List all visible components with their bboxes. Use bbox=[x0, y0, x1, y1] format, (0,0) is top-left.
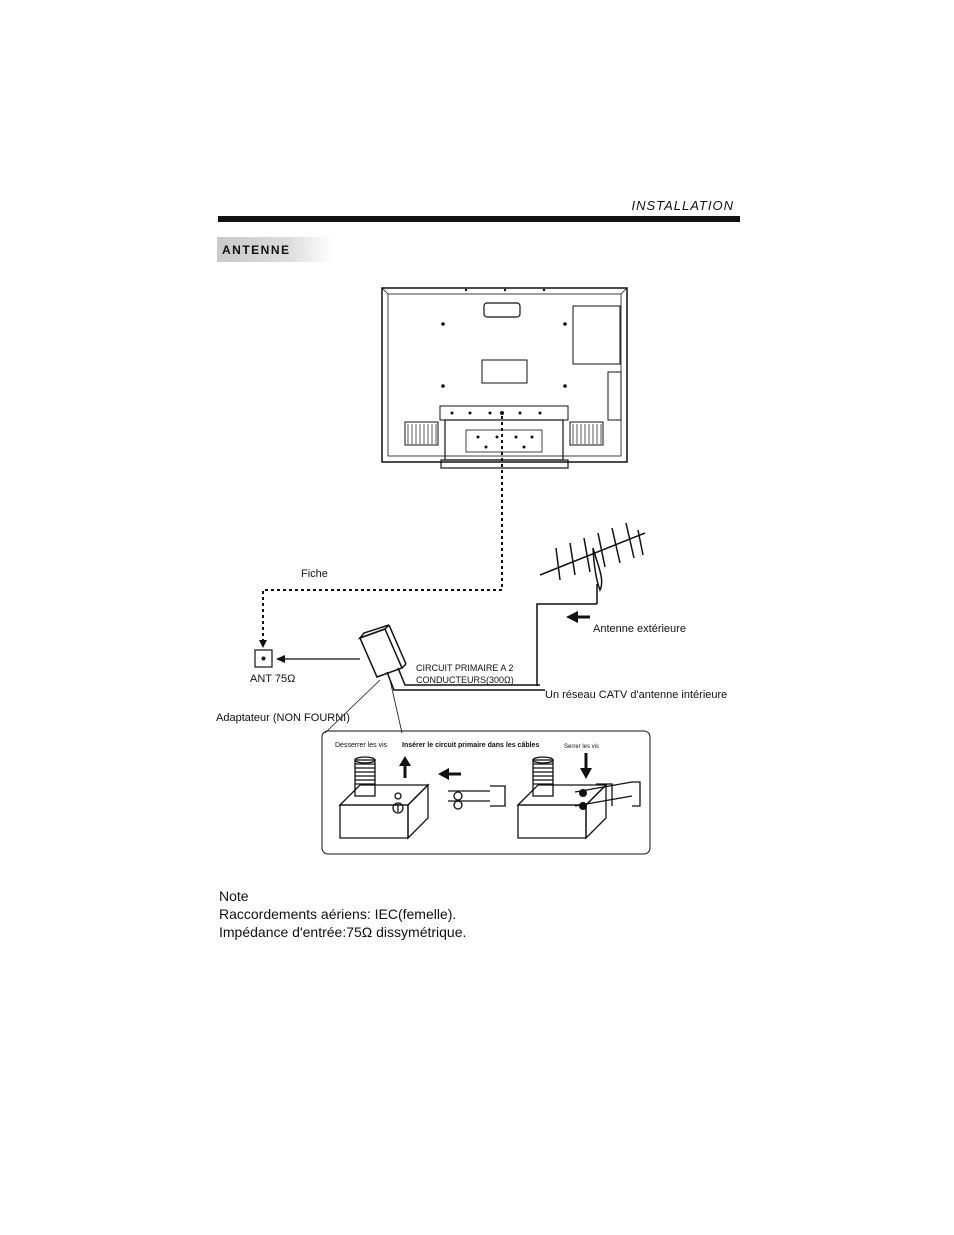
catv-label: Un réseau CATV d'antenne intérieure bbox=[545, 689, 728, 701]
ant-port-label: ANT 75Ω bbox=[250, 673, 296, 685]
fiche-label: Fiche bbox=[301, 568, 328, 580]
tv-rear-illustration bbox=[382, 288, 627, 468]
arrow-down-icon bbox=[580, 768, 592, 779]
outdoor-antenna-label: Antenne extérieure bbox=[593, 623, 686, 635]
section-title: ANTENNE bbox=[222, 243, 291, 257]
circuit-label-line2: CONDUCTEURS(300Ω) bbox=[416, 675, 514, 685]
tv-details bbox=[441, 289, 567, 449]
step-tighten-label: Serrer les vis bbox=[564, 744, 600, 750]
page-header-title: INSTALLATION bbox=[631, 198, 734, 213]
loosen-illustration bbox=[340, 757, 505, 838]
tighten-illustration bbox=[518, 757, 640, 838]
step-insert-label: Insérer le circuit primaire dans les câbles bbox=[402, 742, 540, 749]
adapter-label: Adaptateur (NON FOURNI) bbox=[216, 712, 350, 724]
arrow-down-icon bbox=[259, 640, 267, 648]
arrow-up-icon bbox=[399, 756, 411, 766]
note-line-2: Impédance d'entrée:75Ω dissymétrique. bbox=[219, 924, 467, 940]
adapter-detail-panel bbox=[322, 731, 650, 854]
step-loosen-label: Desserrer les vis bbox=[335, 742, 388, 749]
note-line-1: Raccordements aériens: IEC(femelle). bbox=[219, 906, 457, 922]
circuit-label-line1: CIRCUIT PRIMAIRE A 2 bbox=[416, 663, 514, 673]
arrow-left-icon bbox=[276, 655, 285, 663]
note-title: Note bbox=[219, 888, 249, 904]
arrow-left-icon bbox=[566, 611, 578, 623]
outdoor-antenna-illustration bbox=[537, 523, 645, 686]
arrow-left-icon bbox=[438, 768, 449, 780]
note-block bbox=[219, 887, 466, 941]
